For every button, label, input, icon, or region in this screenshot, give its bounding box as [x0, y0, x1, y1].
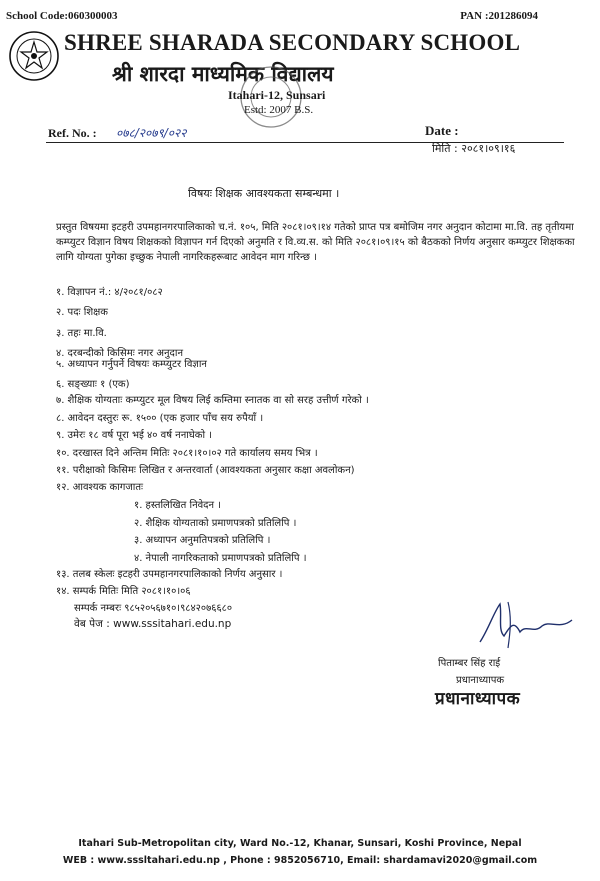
- document-item: १. हस्तलिखित निवेदन ।: [134, 500, 222, 511]
- list-item: १०. दरखास्त दिने अन्तिम मितिः २०८१।१०।०२ गते कार्यालय समय भित्र ।: [56, 448, 318, 459]
- list-item: ५. अध्यापन गर्नुपर्ने विषयः कम्प्युटर विज्ञान: [56, 359, 207, 370]
- school-logo: [8, 30, 60, 82]
- list-item: ७. शैक्षिक योग्यताः कम्प्युटर मूल विषय लिई कम्तिमा स्नातक वा सो सरह उत्तीर्ण गरेको ।: [56, 395, 369, 406]
- footer-contact: WEB : www.sssltahari.edu.np , Phone : 9852056710, Email: shardamavi2020@gmail.com: [62, 855, 538, 866]
- school-address: Itahari-12, Sunsari: [228, 88, 326, 102]
- signatory-stamp: प्रधानाध्यापक: [435, 689, 521, 709]
- school-name-nepali: श्री शारदा माध्यमिक विद्यालय: [112, 62, 334, 86]
- list-item: ११. परीक्षाको किसिमः लिखित र अन्तरवार्ता (आवश्यकता अनुसार कक्षा अवलोकन): [56, 465, 355, 476]
- list-item: २. पदः शिक्षक: [56, 307, 108, 318]
- document-item: ४. नेपाली नागरिकताको प्रमाणपत्रको प्रतिलिपि ।: [134, 553, 307, 564]
- signature: [468, 590, 583, 654]
- established-year: Estd: 2007 B.S.: [244, 104, 314, 116]
- document-item: २. शैक्षिक योग्यताको प्रमाणपत्रको प्रतिलिपि ।: [134, 518, 297, 529]
- contact-numbers: सम्पर्क नम्बरः ९८५२०५६७१०।९८४२०७६६८०: [74, 603, 233, 614]
- date-label: Date :: [425, 123, 459, 138]
- pan-number: PAN :201286094: [460, 10, 538, 22]
- list-item: ९. उमेरः १८ वर्ष पूरा भई ४० वर्ष ननाघेको ।: [56, 430, 212, 441]
- list-item: १. विज्ञापन नं.: ४/२०८१/०८२: [56, 287, 163, 298]
- document-item: ३. अध्यापन अनुमतिपत्रको प्रतिलिपि ।: [134, 535, 271, 546]
- list-item: १२. आवश्यक कागजातः: [56, 482, 144, 493]
- school-name: SHREE SHARADA SECONDARY SCHOOL: [64, 30, 521, 55]
- miti-date: मिति : २०८१।०९।१६: [432, 142, 516, 155]
- signatory-name: पिताम्बर सिंह राई: [438, 658, 501, 669]
- list-item: १३. तलब स्केलः इटहरी उपमहानगरपालिकाको निर्णय अनुसार ।: [56, 569, 283, 580]
- footer-address: Itahari Sub-Metropolitan city, Ward No.-12, Khanar, Sunsari, Koshi Province, Nepal: [78, 838, 522, 849]
- letter-paragraph: प्रस्तुत विषयमा इटहरी उपमहानगरपालिकाको च.नं. १०५, मिति २०८१।०९।१४ गतेको प्राप्त पत्र बमोजिम नगर अनुदान कोटामा मा.वि. तह तृतीयमा कम्प्युटर विज्ञान विषय शिक्षकको विज्ञापन गर्न दिएको अनुमति र वि.व्य.स. को मिति २०८१।०९।१५ को बैठकको निर्णय अनुसार कम्प्युटर शिक्षकका लागि योग्यता पुगेका इच्छुक नेपाली नागरिकहरूबाट आवेदन माग गरिन्छ ।: [56, 222, 575, 263]
- list-item: १४. सम्पर्क मितिः मिति २०८१।१०।०६: [56, 586, 191, 597]
- list-item: ६. सङ्ख्याः १ (एक): [56, 379, 130, 390]
- list-item: ३. तहः मा.वि.: [56, 328, 107, 339]
- ref-label: Ref. No. :: [48, 126, 97, 140]
- letter-subject: विषयः शिक्षक आवश्यकता सम्बन्धमा ।: [188, 187, 340, 200]
- signatory-title: प्रधानाध्यापक: [456, 675, 505, 686]
- ref-number: ०७८/२०७९/०२२: [116, 126, 187, 140]
- list-item: ८. आवेदन दस्तुरः रू. १५०० (एक हजार पाँच सय रुपैयाँ ।: [56, 413, 264, 424]
- web-page: वेब पेज : www.sssitahari.edu.np: [74, 618, 232, 630]
- list-item: ४. दरबन्दीको किसिमः नगर अनुदान: [56, 348, 183, 359]
- school-code: School Code:060300003: [6, 10, 118, 22]
